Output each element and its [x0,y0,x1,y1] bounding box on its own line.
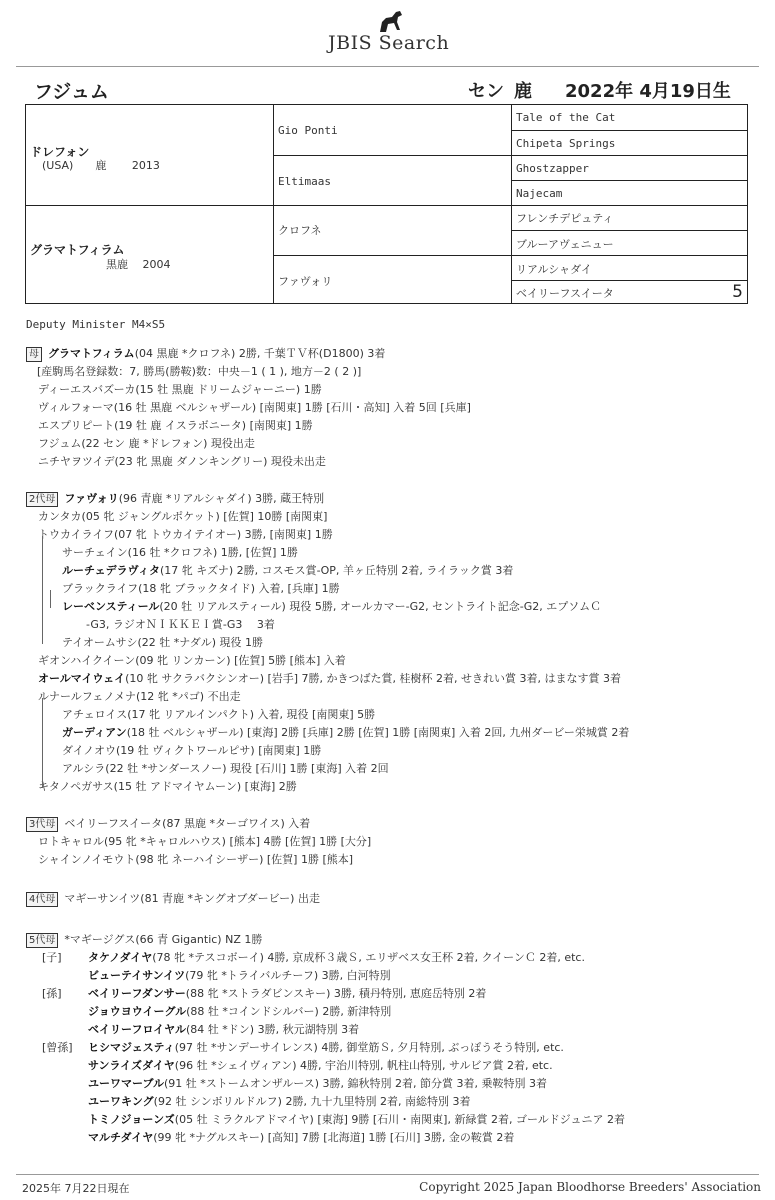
list-item[interactable] [26,1021,756,1039]
list-item[interactable] [26,526,756,544]
sd-dam-cell [512,180,747,205]
offspring-text: エスプリピート(19 牡 鹿 イスラボニータ) [南関東] 1勝 [38,419,313,432]
section-tag: 5代母 [26,933,58,948]
sire-name[interactable]: ドレフォン [30,145,90,159]
offspring-text: アルシラ(22 牡 *サンダースノー) 現役 [石川] 1勝 [東海] 入着 2回 [62,762,389,775]
offspring-text: カンタカ(05 牝 ジャングルポケット) [佐賀] 10勝 [南関東] [38,510,328,523]
offspring-text: フジュム(22 セン 鹿 *ドレフォン) 現役出走 [38,437,255,450]
list-item[interactable] [26,688,756,706]
offspring-text: ブラックライフ(18 牝 ブラックタイド) 入着, [兵庫] 1勝 [62,582,340,595]
sire-sire-name[interactable]: Gio Ponti [278,124,338,137]
descendant-text: (78 牝 *テスコボーイ) 4勝, 京成杯３歳Ｓ, エリザベス女王杯 2着, クイーンＣ 2着, etc. [152,951,585,964]
section-tag: 3代母 [26,817,58,832]
list-item[interactable] [26,544,756,562]
list-item[interactable] [26,1129,756,1147]
descendant-name: トミノジョーンズ [88,1113,175,1126]
list-item[interactable] [26,778,756,796]
descendant-text: (97 牡 *サンデーサイレンス) 4勝, 御堂筋Ｓ, 夕月特別, ぶっぽうそう特別, etc. [174,1041,564,1054]
offspring-text: ギオンハイクイーン(09 牝 リンカーン) [佐賀] 5勝 [熊本] 入着 [38,654,346,667]
list-item[interactable] [26,1003,756,1021]
dam-section [26,345,756,471]
sire-dam-cell [274,155,512,205]
jbis-search-logo[interactable] [328,32,449,54]
third-dam-summary[interactable]: ベイリーフスイータ(87 黒鹿 *ターゴワイス) 入着 [64,817,311,830]
horse-title-row [30,77,745,101]
list-item[interactable] [26,851,756,869]
list-item[interactable] [26,381,756,399]
fourth-dam-summary[interactable]: マギーサンイツ(81 青鹿 *キングオブダービー) 出走 [64,892,320,905]
descendant-text: (79 牝 *トライバルチーフ) 3勝, 白河特別 [185,969,391,982]
descendant-name: ビューテイサンイツ [88,969,186,982]
dd-sire-cell [512,255,747,280]
descendant-name: サンライズダイヤ [88,1059,175,1072]
offspring-text: ニチヤヲツイデ(23 牝 黒鹿 ダノンキングリー) 現役未出走 [38,455,326,468]
list-item[interactable] [26,1111,756,1129]
sire-cell [26,105,274,205]
offspring-name: ルーチェデラヴィタ [62,564,161,577]
offspring-text: (18 牡 ベルシャザール) [東海] 2勝 [兵庫] 2勝 [佐賀] 1勝 [南関東] 入着 2回, 九州ダービー栄城賞 2着 [126,726,630,739]
descendant-name: ユーワマーブル [88,1077,165,1090]
dam-sire-cell [274,205,512,255]
offspring-text: (10 牝 サクラバクシンオー) [岩手] 7勝, かきつばた賞, 桂樹杯 2着, せきれい賞 3着, はまなす賞 3着 [125,672,622,685]
list-item[interactable] [26,508,756,526]
list-item[interactable] [26,1057,756,1075]
offspring-text: ディーエスバズーカ(15 牡 黒鹿 ドリームジャーニー) 1勝 [38,383,322,396]
ss-sire-cell [512,105,747,130]
list-item[interactable] [26,453,756,471]
offspring-text: アチェロイス(17 牝 リアルインパクト) 入着, 現役 [南関東] 5勝 [62,708,376,721]
list-item[interactable] [26,652,756,670]
list-item[interactable] [26,833,756,851]
ds-dam-name[interactable]: ブルーアヴェニュー [516,238,614,251]
descendant-name: ヒシマジェスティ [88,1041,175,1054]
descendant-text: (88 牡 *コインドシルバー) 2勝, 新津特別 [186,1005,392,1018]
offspring-text: (20 牡 リアルスティール) 現役 5勝, オールカマー-G2, セントライト記念-G2, エプソムＣ [159,600,602,613]
dam-sire-name[interactable]: クロフネ [278,224,322,237]
list-item[interactable] [26,985,756,1003]
offspring-text: シャインノイモウト(98 牝 ネーハイシーザー) [佐賀] 1勝 [熊本] [38,853,354,866]
offspring-text: テイオームサシ(22 牡 *ナダル) 現役 1勝 [62,636,263,649]
dam-head [26,345,756,363]
descendant-name: マルチダイヤ [88,1131,154,1144]
descendant-text: (96 牡 *シェイヴィアン) 4勝, 宇治川特別, 帆柱山特別, サルビア賞 2着, etc. [174,1059,553,1072]
dam-cell [26,205,274,303]
copyright-notice: Copyright 2025 Japan Bloodhorse Breeders' Association [419,1180,761,1194]
dam-name-link[interactable]: グラマトフィラム [48,347,135,360]
horse-name: フジュム [34,81,109,103]
descendant-name: ジョウヨウイーグル [88,1005,187,1018]
list-item[interactable] [26,967,756,985]
dd-dam-cell [512,280,747,303]
descendant-text: (88 牝 *ストラダビンスキー) 3勝, 積丹特別, 恵庭岳特別 2着 [185,987,487,1000]
offspring-text: ルナールフェノメナ(12 牝 *パゴ) 不出走 [38,690,241,703]
descendant-text: (92 牡 シンボリルドルフ) 2勝, 九十九里特別 2着, 南総特別 3着 [153,1095,471,1108]
dam-dam-name[interactable]: ファヴォリ [278,275,333,288]
list-item[interactable] [26,598,756,616]
as-of-date: 2025年 7月22日現在 [22,1182,130,1195]
dam-name[interactable]: グラマトフィラム [30,243,125,257]
fourth-dam-section [26,890,756,908]
list-item[interactable] [26,1093,756,1111]
generation-label: [曾孫] [42,1041,73,1054]
list-item[interactable] [26,435,756,453]
list-item[interactable] [26,1039,756,1057]
offspring-text: ダイノオウ(19 牡 ヴィクトワールピサ) [南関東] 1勝 [62,744,322,757]
third-dam-section [26,815,756,869]
descendant-name: タケノダイヤ [88,951,153,964]
offspring-name: オールマイウェイ [38,672,126,685]
sire-dam-name[interactable]: Eltimaas [278,175,331,188]
offspring-stats-text: [産駒馬名登録数：7, 勝馬(勝鞍)数：中央－1 ( 1 ), 地方－2 ( 2 )] [26,365,362,378]
offspring-text: サーチェイン(16 牡 *クロフネ) 1勝, [佐賀] 1勝 [62,546,298,559]
section-tag: 2代母 [26,492,58,507]
dam-info: 黒鹿 2004 [106,258,171,271]
offspring-stats [26,363,756,381]
fifth-dam-head [26,931,756,949]
list-item[interactable] [26,580,756,598]
list-item[interactable] [26,634,756,652]
descendant-name: ベイリーフロイヤル [88,1023,187,1036]
tree-line [50,590,51,608]
section-tag: 4代母 [26,892,58,907]
ds-sire-cell [512,205,747,230]
sd-sire-name[interactable]: Ghostzapper [516,162,589,175]
list-item-continued [26,616,756,634]
dd-dam-name[interactable]: ベイリーフスイータ [516,287,614,300]
tree-line [42,698,43,788]
second-dam-head [26,490,756,508]
fourth-dam-head [26,890,756,908]
generation-label: [子] [42,951,62,964]
horse-coat: 鹿 [514,81,532,102]
ss-dam-cell [512,130,747,155]
offspring-text: ロトキャロル(95 牝 *キャロルハウス) [熊本] 4勝 [佐賀] 1勝 [大分] [38,835,372,848]
list-item[interactable] [26,1075,756,1093]
list-item[interactable] [26,417,756,435]
footer-divider [16,1174,759,1175]
logo-text: JBIS Search [328,32,450,54]
list-item[interactable] [26,399,756,417]
list-item[interactable] [26,949,756,967]
family-number: 5 [732,282,743,302]
second-dam-summary: (96 青鹿 *リアルシャダイ) 3勝, 蔵王特別 [118,492,325,505]
list-item[interactable] [26,670,756,688]
section-tag: 母 [26,347,42,362]
offspring-text: ヴィルフォーマ(16 牡 黒鹿 ベルシャザール) [南関東] 1勝 [石川・高知] 入着 5回 [兵庫] [38,401,471,414]
offspring-name: ガーディアン [62,726,127,739]
dam-dam-cell [274,255,512,303]
inbreeding-note: Deputy Minister M4×S5 [26,318,166,331]
list-item[interactable] [26,724,756,742]
sd-sire-cell [512,155,747,180]
fifth-dam-section [26,931,756,1147]
list-item[interactable] [26,562,756,580]
generation-label: [孫] [42,987,62,1000]
sire-sire-cell [274,105,512,155]
second-dam-name-link[interactable]: ファヴォリ [64,492,119,505]
descendant-text: (99 牝 *ナグルスキー) [高知] 7勝 [北海道] 1勝 [石川] 3勝, 金の鞍賞 2着 [153,1131,515,1144]
fifth-dam-summary[interactable]: *マギージグス(66 青 Gigantic) NZ 1勝 [64,933,263,946]
dam-summary: (04 黒鹿 *クロフネ) 2勝, 千葉ＴＶ杯(D1800) 3着 [134,347,386,360]
sd-dam-name[interactable]: Najecam [516,187,563,200]
descendant-text: (84 牡 *ドン) 3勝, 秋元湖特別 3着 [186,1023,360,1036]
descendant-name: ユーワキング [88,1095,154,1108]
list-item[interactable] [26,760,756,778]
horse-sex: セン [468,81,504,102]
offspring-name: レーベンスティール [62,600,160,613]
descendant-text: (91 牡 *ストームオンザルース) 3勝, 錦秋特別 2着, 節分賞 3着, 乗鞍特別 3着 [164,1077,547,1090]
offspring-text: (17 牝 キズナ) 2勝, コスモス賞-OP, 羊ヶ丘特別 2着, ライラック賞 3着 [160,564,514,577]
second-dam-section [26,490,756,796]
offspring-text: トウカイライフ(07 牝 トウカイテイオー) 3勝, [南関東] 1勝 [38,528,333,541]
offspring-text: -G3, ラジオＮＩＫＫＥＩ賞-G3 3着 [86,618,275,631]
third-dam-head [26,815,756,833]
descendant-text: (05 牡 ミラクルアドマイヤ) [東海] 9勝 [石川・南関東], 新緑賞 2着, ゴールドジュニア 2着 [174,1113,626,1126]
header-divider [16,66,759,67]
ss-dam-name[interactable]: Chipeta Springs [516,137,616,150]
ds-sire-name[interactable]: フレンチデピュティ [516,212,614,225]
offspring-text: キタノペガサス(15 牡 アドマイヤムーン) [東海] 2勝 [38,780,297,793]
sire-info: (USA) 鹿 2013 [42,159,160,172]
ss-sire-name[interactable]: Tale of the Cat [516,111,616,124]
dd-sire-name[interactable]: リアルシャダイ [516,263,592,276]
list-item[interactable] [26,742,756,760]
horse-icon [376,8,404,34]
pedigree-table [25,104,748,304]
tree-line [42,536,43,644]
descendant-name: ベイリーフダンサー [88,987,186,1000]
horse-birthdate: 2022年 4月19日生 [565,81,731,102]
list-item[interactable] [26,706,756,724]
ds-dam-cell [512,230,747,255]
